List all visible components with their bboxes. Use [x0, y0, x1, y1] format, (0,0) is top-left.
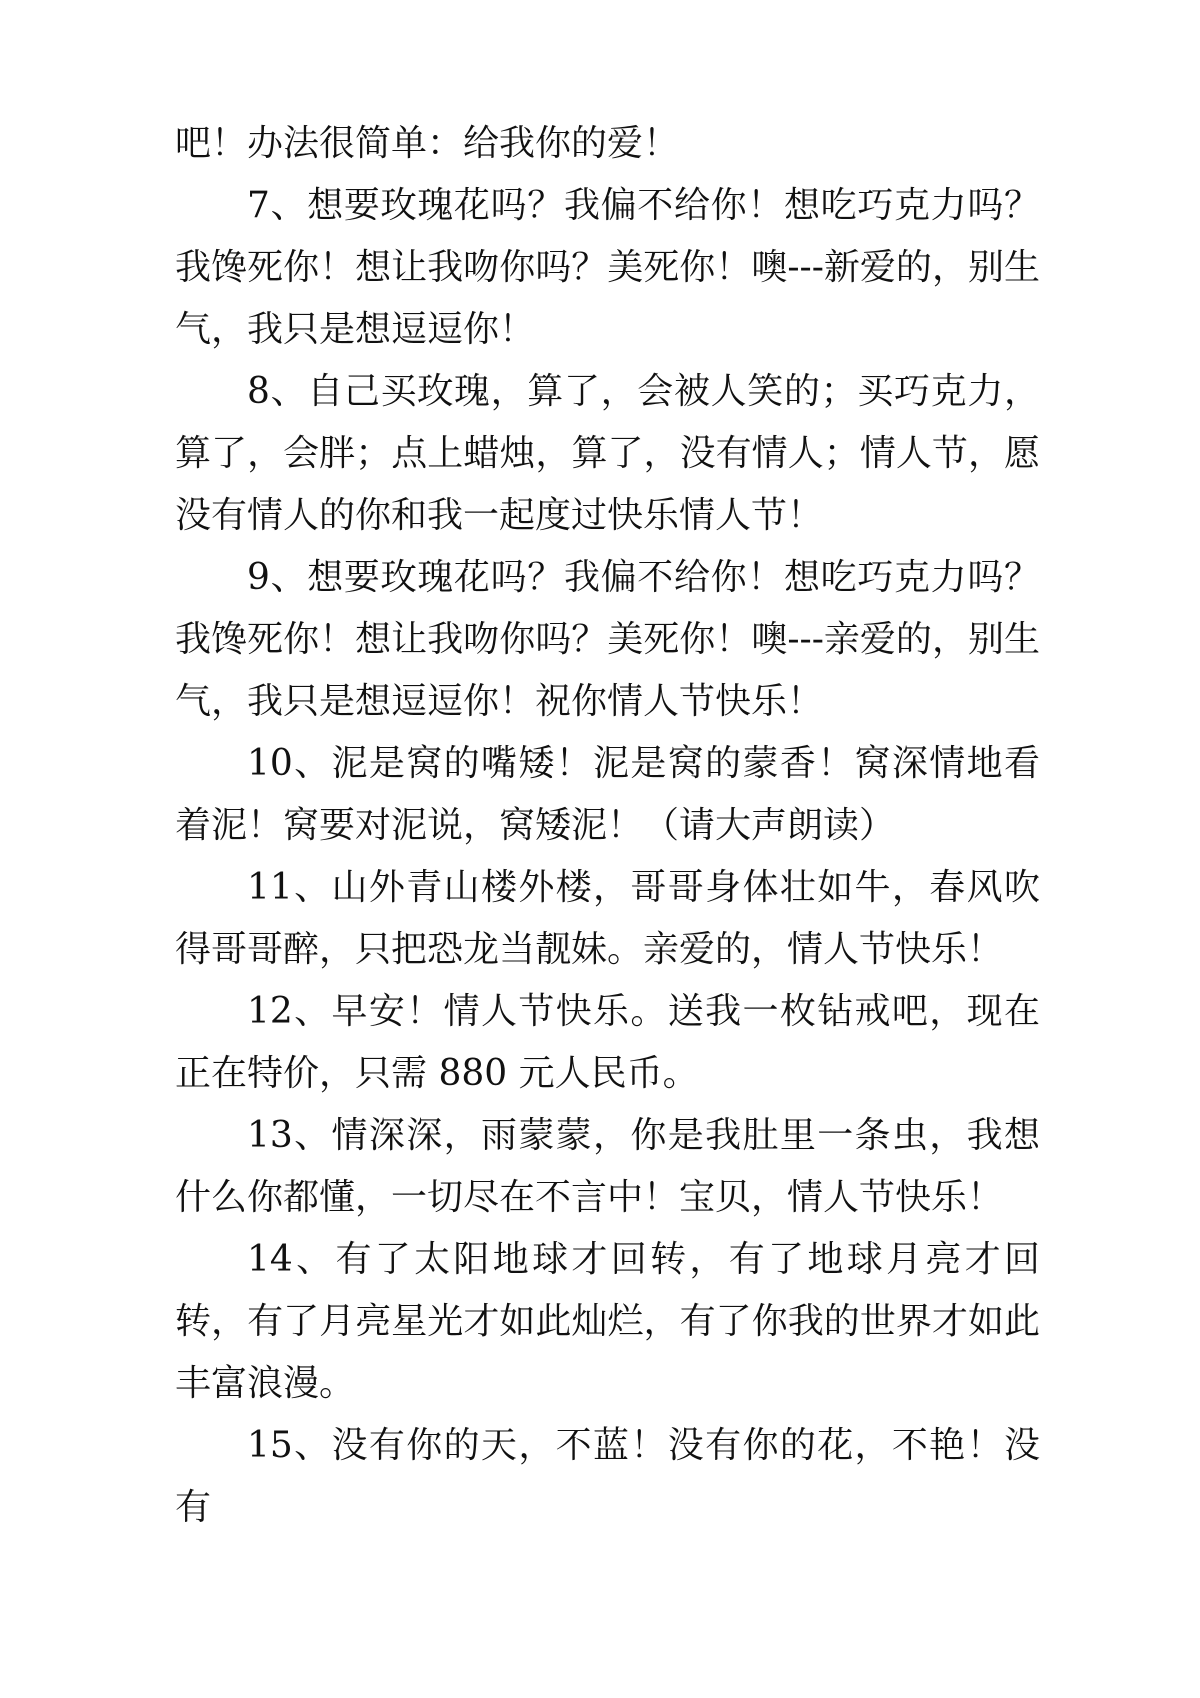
paragraph-item-11: 11、山外青山楼外楼，哥哥身体壮如牛，春风吹得哥哥醉，只把恐龙当靓妹。亲爱的，情人节快乐！	[175, 867, 1040, 970]
paragraph-item-9: 9、想要玫瑰花吗？我偏不给你！想吃巧克力吗？我馋死你！想让我吻你吗？美死你！噢---亲爱的，别生气，我只是想逗逗你！祝你情人节快乐！	[175, 557, 1040, 722]
paragraph-item-10: 10、泥是窝的嘴矮！泥是窝的蒙香！窝深情地看着泥！窝要对泥说，窝矮泥！（请大声朗读）	[175, 743, 1040, 846]
paragraph-item-15: 15、没有你的天，不蓝！没有你的花，不艳！没有	[175, 1425, 1040, 1528]
paragraph-item-12: 12、早安！情人节快乐。送我一枚钻戒吧，现在正在特价，只需 880 元人民币。	[175, 991, 1040, 1094]
paragraph-item-7: 7、想要玫瑰花吗？我偏不给你！想吃巧克力吗？我馋死你！想让我吻你吗？美死你！噢---新爱的，别生气，我只是想逗逗你！	[175, 185, 1040, 350]
paragraph-item-13: 13、情深深，雨蒙蒙，你是我肚里一条虫，我想什么你都懂，一切尽在不言中！宝贝，情人节快乐！	[175, 1115, 1040, 1218]
paragraph-continuation: 吧！办法很简单：给我你的爱！	[175, 123, 680, 164]
paragraph-item-14: 14、有了太阳地球才回转，有了地球月亮才回转，有了月亮星光才如此灿烂，有了你我的世界才如此丰富浪漫。	[175, 1239, 1040, 1404]
document-body	[175, 113, 1040, 1539]
paragraph-item-8: 8、自己买玫瑰，算了，会被人笑的；买巧克力，算了，会胖；点上蜡烛，算了，没有情人；情人节，愿没有情人的你和我一起度过快乐情人节！	[175, 371, 1040, 536]
